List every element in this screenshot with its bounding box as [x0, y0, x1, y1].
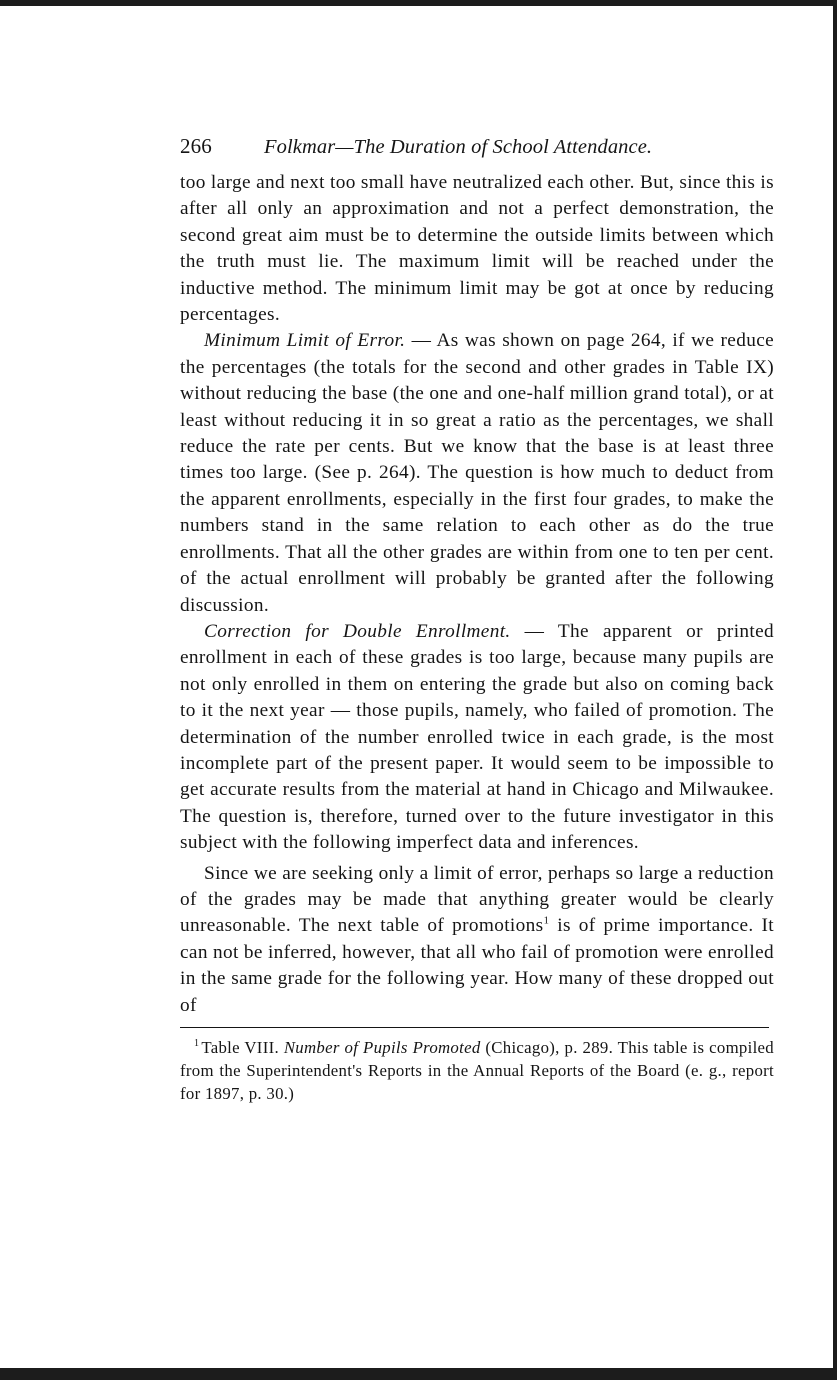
footnote-text: (Chicago), p. 289. This table is compiled from the Superintendent's Reports in the Annual Reports of the Board (e. g., report for 1897, p. 30.): [180, 1038, 774, 1103]
scan-edge-right: [833, 0, 837, 1380]
paragraph-text: — As was shown on page 264, if we reduce the percentages (the totals for the second and other grades in Table IX) without reducing the base (the one and one-half million grand total), or at least without reducing it in so great a ratio as the percentages, we shall reduce the rate per cents. But we know that the base is at least three times too large. (See p. 264). The question is how much to deduct from the apparent enrollments, especially in the first four grades, to make the numbers stand in the same relation to each other as do the true enrollments. That all the other grades are within from one to ten per cent. of the actual enrollment will probably be granted after the following discussion.: [180, 330, 775, 616]
footnote-divider: [180, 1027, 769, 1028]
paragraph-text: is of prime importance. It can not be inferred, however, that all who fail of promotion were enrolled in the same grade for the following year. How many of these dropped out of: [180, 915, 774, 1016]
section-heading-minimum-limit: Minimum Limit of Error.: [204, 330, 406, 352]
book-page: [180, 134, 774, 1105]
footnote-mark: 1: [194, 1038, 200, 1050]
footnote-table-ref: Table VIII.: [201, 1038, 284, 1057]
page-number: 266: [180, 134, 212, 158]
paragraph-text: Since we are seeking only a limit of error, perhaps so large a reduction of the grades may be made that anything greater would be clearly unreasonable. The next table of promotions: [180, 862, 774, 937]
footnote-reference[interactable]: 1: [543, 914, 550, 927]
footnote-title: Number of Pupils Promoted: [283, 1038, 481, 1057]
paragraph-limit-of-error: [180, 861, 774, 1019]
body-text: [180, 170, 774, 1019]
paragraph-continued: too large and next too small have neutralized each other. But, since this is after all only an approximation and not a perfect demonstration, the second great aim must be to determine the outside limits between which the truth must lie. The maximum limit will be reached under the inductive method. The minimum limit may be got at once by reducing percentages.: [180, 172, 774, 326]
scan-edge-top: [0, 0, 837, 6]
scan-edge-bottom: [0, 1368, 837, 1380]
running-title: Folkmar—The Duration of School Attendance.: [264, 136, 653, 158]
paragraph-minimum-limit: [180, 328, 774, 618]
running-head: [180, 134, 774, 170]
paragraph-double-enrollment: [180, 619, 774, 857]
section-heading-double-enrollment: Correction for Double Enrollment.: [204, 620, 511, 642]
footnote: [180, 1036, 774, 1105]
paragraph-text: — The apparent or printed enrollment in each of these grades is too large, because many pupils are not only enrolled in them on entering the grade but also on coming back to it the next year — those pupils, namely, who failed of promotion. The determination of the number enrolled twice in each grade, is the most incomplete part of the present paper. It would seem to be impossible to get accurate results from the material at hand in Chicago and Milwaukee. The question is, therefore, turned over to the future investigator in this subject with the following imperfect data and inferences.: [180, 620, 774, 854]
